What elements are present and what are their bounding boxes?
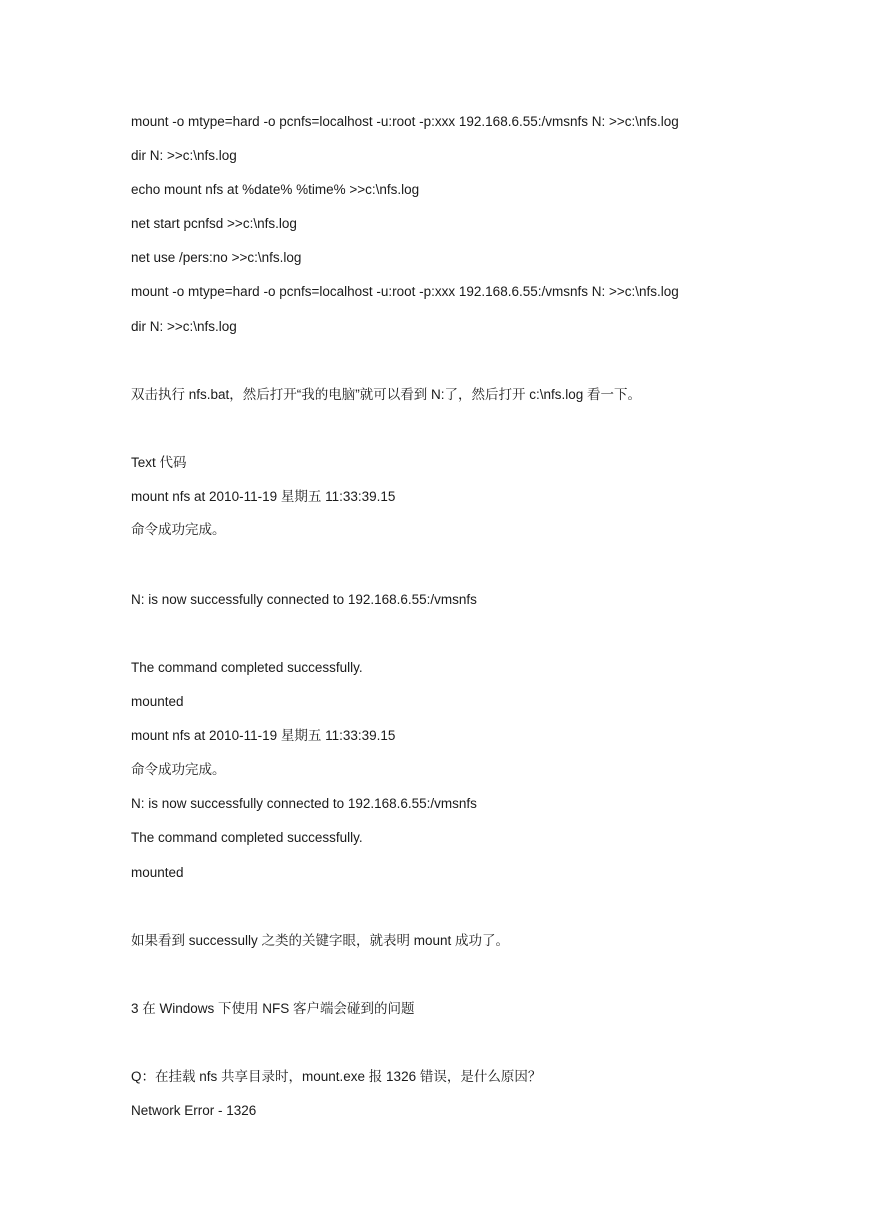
log-line-completed-2: The command completed successfully. [131,830,363,845]
log-line-mount-time-2: mount nfs at 2010-11-19 星期五 11:33:39.15 [131,728,396,743]
log-line-mount-time-1: mount nfs at 2010-11-19 星期五 11:33:39.15 [131,489,396,504]
script-line-dir-2: dir N: >>c:\nfs.log [131,319,237,334]
code-block-label: Text 代码 [131,455,187,470]
script-line-echo: echo mount nfs at %date% %time% >>c:\nfs.log [131,182,420,197]
section-heading: 3 在 Windows 下使用 NFS 客户端会碰到的问题 [131,1001,415,1016]
log-line-connected-1: N: is now successfully connected to 192.168.6.55:/vmsnfs [131,592,477,607]
log-line-success-cn-1: 命令成功完成。 [131,522,226,537]
log-line-success-cn-2: 命令成功完成。 [131,762,226,777]
script-line-mount-1: mount -o mtype=hard -o pcnfs=localhost -u:root -p:xxx 192.168.6.55:/vmsnfs N: >>c:\nfs.log [131,114,679,129]
faq-question: Q：在挂载 nfs 共享目录时，mount.exe 报 1326 错误，是什么原因？ [131,1069,542,1084]
script-line-dir-1: dir N: >>c:\nfs.log [131,148,237,163]
script-line-mount-2: mount -o mtype=hard -o pcnfs=localhost -u:root -p:xxx 192.168.6.55:/vmsnfs N: >>c:\nfs.log [131,284,679,299]
log-line-mounted-1: mounted [131,694,184,709]
log-line-connected-2: N: is now successfully connected to 192.168.6.55:/vmsnfs [131,796,477,811]
success-note-paragraph: 如果看到 successully 之类的关键字眼，就表明 mount 成功了。 [131,933,510,948]
log-line-completed-1: The command completed successfully. [131,660,363,675]
log-line-mounted-2: mounted [131,865,184,880]
script-line-net-use: net use /pers:no >>c:\nfs.log [131,250,302,265]
script-line-net-start: net start pcnfsd >>c:\nfs.log [131,216,297,231]
instruction-paragraph: 双击执行 nfs.bat，然后打开“我的电脑”就可以看到 N:了，然后打开 c:\nfs.log 看一下。 [131,387,642,402]
faq-error-code: Network Error - 1326 [131,1103,257,1118]
